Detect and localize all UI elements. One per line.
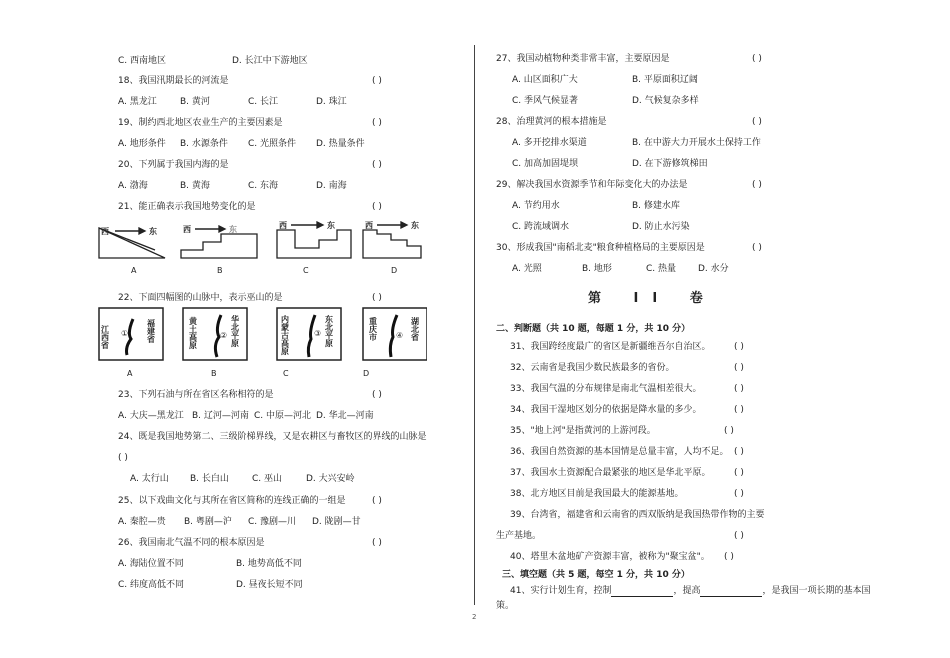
map-d xyxy=(363,308,427,360)
profile-c-label: C xyxy=(303,266,309,275)
map-d-label: D xyxy=(363,369,370,378)
judge-item: 39、台湾省，福建省和云南省的西双版纳是我国热带作物的主要 xyxy=(510,510,765,520)
q30-stem: 30、形成我国"南稻北麦"粮食种植格局的主要原因是 xyxy=(496,243,705,253)
q21-stem: 21、能正确表示我国地势变化的是 xyxy=(118,202,256,212)
q30-option-a: A. 光照 xyxy=(512,264,542,274)
judge-paren: ( ) xyxy=(724,552,734,562)
judge-paren: ( ) xyxy=(734,468,744,478)
q18-option-c: C. 长江 xyxy=(248,97,279,107)
q41-text-part1: 41、实行计划生育，控制 xyxy=(510,586,612,596)
judge-section-header: 二、判断题（共 10 题，每题 1 分，共 10 分） xyxy=(496,324,691,334)
q28-option-a: A. 多开挖排水渠道 xyxy=(512,138,587,148)
q19-option-d: D. 热量条件 xyxy=(316,139,365,149)
profile-b xyxy=(181,224,257,258)
q26-stem: 26、我国南北气温不同的根本原因是 xyxy=(118,538,265,548)
judge-paren: ( ) xyxy=(734,489,744,499)
profile-d xyxy=(363,220,421,258)
map-a-number: ① xyxy=(121,329,129,338)
q29-stem: 29、解决我国水资源季节和年际变化大的办法是 xyxy=(496,180,688,190)
map-b-label: B xyxy=(211,369,217,378)
judge-paren: ( ) xyxy=(734,405,744,415)
q30-answer-paren: ( ) xyxy=(752,243,762,253)
judge-paren: ( ) xyxy=(724,426,734,436)
q24-stem: 24、既是我国地势第二、三级阶梯界线，又是农耕区与畜牧区的界线的山脉是 xyxy=(118,432,427,442)
q28-option-c: C. 加高加固堤坝 xyxy=(512,159,579,169)
q28-stem: 28、治理黄河的根本措施是 xyxy=(496,117,607,127)
svg-text:东: 东 xyxy=(327,221,335,230)
profile-a-label: A xyxy=(131,266,137,275)
judge-item-continuation: 生产基地。 xyxy=(496,531,542,541)
q29-option-d: D. 防止水污染 xyxy=(632,222,690,232)
map-c xyxy=(277,308,341,360)
map-b-number: ② xyxy=(220,331,228,340)
west-label: 西 xyxy=(101,227,109,236)
q20-answer-paren: ( ) xyxy=(372,160,382,170)
judge-item: 35、"地上河"是指黄河的上游河段。 xyxy=(510,426,656,436)
right-column xyxy=(478,0,950,658)
map-b-left-label: 黄土高原 xyxy=(188,317,198,349)
map-b-right-label: 华北平原 xyxy=(230,315,240,347)
q26-option-a: A. 海陆位置不同 xyxy=(118,559,184,569)
q23-option-c: C. 中原—河北 xyxy=(254,411,312,421)
section-title: 第 II 卷 xyxy=(588,291,717,306)
q27-option-c: C. 季风气候显著 xyxy=(512,96,579,106)
q24-option-a: A. 太行山 xyxy=(130,474,169,484)
svg-text:西: 西 xyxy=(365,221,373,230)
q41-text-part2: ，提高 xyxy=(673,586,701,596)
q27-stem: 27、我国动植物种类非常丰富，主要原因是 xyxy=(496,54,670,64)
judge-paren: ( ) xyxy=(734,342,744,352)
q28-option-d: D. 在下游修筑梯田 xyxy=(632,159,708,169)
profile-a xyxy=(99,226,165,258)
q23-answer-paren: ( ) xyxy=(372,390,382,400)
page-number: 2 xyxy=(472,613,477,621)
q24-option-d: D. 大兴安岭 xyxy=(306,474,355,484)
q24-option-b: B. 长白山 xyxy=(190,474,229,484)
q23-option-b: B. 辽河—河南 xyxy=(192,411,249,421)
q41-text-part3: ，是我国一项长期的基本国 xyxy=(762,586,871,596)
map-c-number: ③ xyxy=(314,329,322,338)
svg-text:东: 东 xyxy=(411,221,419,230)
q19-option-c: C. 光照条件 xyxy=(248,139,297,149)
svg-text:西: 西 xyxy=(183,225,191,234)
q41-continuation: 策。 xyxy=(496,601,515,611)
q20-option-c: C. 东海 xyxy=(248,181,279,191)
q18-stem: 18、我国汛期最长的河流是 xyxy=(118,76,229,86)
fill-section-header: 三、填空题（共 5 题，每空 1 分，共 10 分） xyxy=(502,570,690,580)
q23-option-d: D. 华北—河南 xyxy=(316,411,374,421)
q30-option-c: C. 热量 xyxy=(646,264,677,274)
q24-option-c: C. 巫山 xyxy=(252,474,283,484)
q19-option-b: B. 水源条件 xyxy=(180,139,228,149)
profile-b-label: B xyxy=(217,266,223,275)
q18-option-b: B. 黄河 xyxy=(180,97,210,107)
judge-item: 36、我国自然资源的基本国情是总量丰富，人均不足。 xyxy=(510,447,729,457)
q29-answer-paren: ( ) xyxy=(752,180,762,190)
q25-option-a: A. 秦腔—贵 xyxy=(118,517,166,527)
q23-option-a: A. 大庆—黑龙江 xyxy=(118,411,184,421)
q20-option-a: A. 渤海 xyxy=(118,181,148,191)
q21-answer-paren: ( ) xyxy=(372,202,382,212)
q18-answer-paren: ( ) xyxy=(372,76,382,86)
q25-option-c: C. 豫剧—川 xyxy=(248,517,297,527)
q25-option-d: D. 陇剧—甘 xyxy=(312,517,361,527)
q18-option-d: D. 珠江 xyxy=(316,97,347,107)
judge-item: 37、我国水土资源配合最紧张的地区是华北平原。 xyxy=(510,468,711,478)
q20-stem: 20、下列属于我国内海的是 xyxy=(118,160,229,170)
map-c-label: C xyxy=(283,369,289,378)
q19-option-a: A. 地形条件 xyxy=(118,139,166,149)
q26-option-b: B. 地势高低不同 xyxy=(236,559,302,569)
q23-stem: 23、下列石油与所在省区名称相符的是 xyxy=(118,390,274,400)
q18-option-a: A. 黑龙江 xyxy=(118,97,157,107)
svg-text:西: 西 xyxy=(279,221,287,230)
q25-option-b: B. 粤剧—沪 xyxy=(184,517,232,527)
q22-stem: 22、下面四幅图的山脉中，表示巫山的是 xyxy=(118,293,283,303)
judge-item: 33、我国气温的分布规律是南北气温相差很大。 xyxy=(510,384,702,394)
map-d-left-label: 重庆市 xyxy=(368,317,378,341)
map-a xyxy=(99,308,163,360)
terrain-profile-diagram xyxy=(95,220,425,280)
q19-answer-paren: ( ) xyxy=(372,118,382,128)
q29-option-a: A. 节约用水 xyxy=(512,201,560,211)
q30-option-d: D. 水分 xyxy=(698,264,729,274)
profile-d-label: D xyxy=(391,266,398,275)
q29-option-c: C. 跨流域调水 xyxy=(512,222,570,232)
q27-option-d: D. 气候复杂多样 xyxy=(632,96,699,106)
mountain-map-diagram xyxy=(97,305,427,381)
q41-blank-2[interactable] xyxy=(700,588,762,597)
q25-stem: 25、以下戏曲文化与其所在省区简称的连线正确的一组是 xyxy=(118,496,346,506)
judge-paren: ( ) xyxy=(734,384,744,394)
q28-option-b: B. 在中游大力开展水土保持工作 xyxy=(632,138,761,148)
judge-item: 40、塔里木盆地矿产资源丰富，被称为"聚宝盆"。 xyxy=(510,552,710,562)
q25-answer-paren: ( ) xyxy=(372,496,382,506)
map-b xyxy=(183,308,247,360)
q41-line xyxy=(510,586,870,597)
q19-stem: 19、制约西北地区农业生产的主要因素是 xyxy=(118,118,283,128)
q26-option-d: D. 昼夜长短不同 xyxy=(236,580,303,590)
judge-item: 32、云南省是我国少数民族最多的省份。 xyxy=(510,363,675,373)
q27-option-a: A. 山区面积广大 xyxy=(512,75,578,85)
map-d-number: ④ xyxy=(396,331,404,340)
q26-option-c: C. 纬度高低不同 xyxy=(118,580,185,590)
map-a-right-label: 福建省 xyxy=(146,319,156,343)
profile-c xyxy=(277,220,351,258)
judge-item: 34、我国干湿地区划分的依据是降水量的多少。 xyxy=(510,405,702,415)
q20-option-b: B. 黄海 xyxy=(180,181,210,191)
map-a-left-label: 江西省 xyxy=(100,325,110,349)
q27-answer-paren: ( ) xyxy=(752,54,762,64)
judge-paren: ( ) xyxy=(734,363,744,373)
q22-answer-paren: ( ) xyxy=(372,293,382,303)
map-c-right-label: 东北平原 xyxy=(324,315,334,347)
map-c-left-label: 内蒙古高原 xyxy=(280,315,290,355)
q17-option-c: C. 西南地区 xyxy=(118,56,167,66)
q27-option-b: B. 平原面积辽阔 xyxy=(632,75,698,85)
q30-option-b: B. 地形 xyxy=(582,264,612,274)
q29-option-b: B. 修建水库 xyxy=(632,201,680,211)
svg-text:东: 东 xyxy=(229,225,237,234)
q17-option-d: D. 长江中下游地区 xyxy=(232,56,308,66)
q26-answer-paren: ( ) xyxy=(372,538,382,548)
map-a-label: A xyxy=(127,369,133,378)
q41-blank-1[interactable] xyxy=(611,588,673,597)
judge-paren: ( ) xyxy=(734,531,744,541)
judge-paren: ( ) xyxy=(734,447,744,457)
q24-answer-paren: ( ) xyxy=(118,453,128,463)
judge-item: 31、我国跨经度最广的省区是新疆维吾尔自治区。 xyxy=(510,342,711,352)
map-d-right-label: 湖北省 xyxy=(410,317,420,341)
judge-item: 38、北方地区目前是我国最大的能源基地。 xyxy=(510,489,684,499)
east-label: 东 xyxy=(149,227,157,236)
q20-option-d: D. 南海 xyxy=(316,181,347,191)
q28-answer-paren: ( ) xyxy=(752,117,762,127)
